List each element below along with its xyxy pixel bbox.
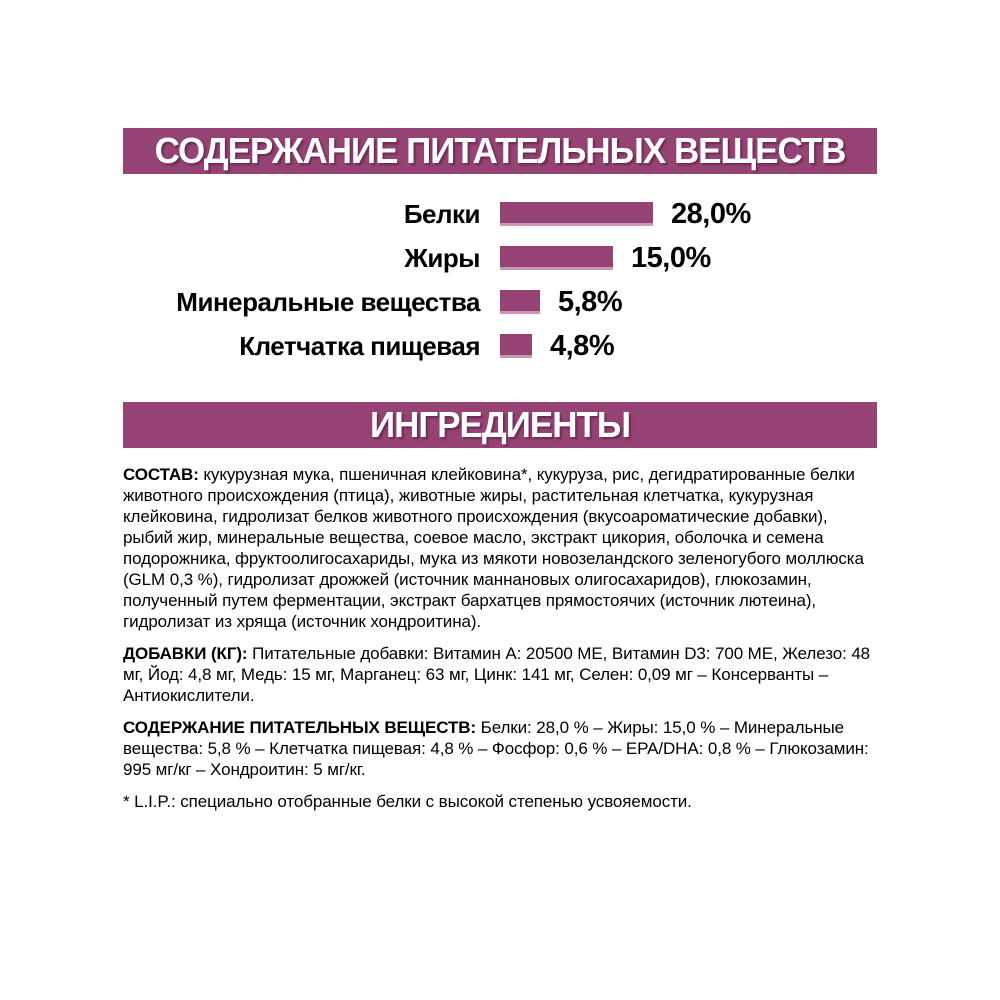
chart-value-minerals: 5,8%	[558, 285, 623, 318]
chart-label-proteins: Белки	[403, 198, 480, 229]
chart-row-fiber	[123, 324, 877, 368]
composition-text: кукурузная мука, пшеничная клейковина*, кукуруза, рис, дегидратированные белки животного происхождения (птица), животные жиры, растительная клетчатка, кукурузная клейковина, гидролизат белков животного происхождения (вкусоароматические добавки), рыбий жир, минеральные вещества, соевое масло, экстракт цикория, оболочка и семена подорожника, фруктоолигосахариды, мука из мякоти новозеландского зеленогубого моллюска (GLM 0,3 %), гидролизат дрожжей (источник маннановых олигосахаридов), глюкозамин, полученный путем ферментации, экстракт бархатцев прямостоячих (источник лютеина), гидролизат из хряща (источник хондроитина).	[123, 465, 864, 631]
chart-value-proteins: 28,0%	[671, 197, 751, 230]
additives-label: ДОБАВКИ (КГ):	[123, 644, 248, 663]
bar-fiber	[500, 334, 532, 358]
analysis-text: Белки: 28,0 % – Жиры: 15,0 % – Минеральные вещества: 5,8 % – Клетчатка пищевая: 4,8 % – Фосфор: 0,6 % – EPA/DHA: 0,8 % – Глюкозамин: 995 мг/кг – Хондроитин: 5 мг/кг.	[123, 718, 869, 779]
bar-minerals	[500, 290, 540, 314]
chart-label-fats: Жиры	[404, 242, 480, 273]
chart-label-minerals: Минеральные вещества	[176, 286, 480, 317]
chart-row-proteins	[123, 192, 877, 236]
additives-text: Питательные добавки: Витамин A: 20500 МЕ, Витамин D3: 700 МЕ, Железо: 48 мг, Йод: 4,8 мг, Медь: 15 мг, Марганец: 63 мг, Цинк: 141 мг, Селен: 0,09 мг – Консерванты – Антиокислители.	[123, 644, 871, 705]
ingredients-body	[123, 464, 877, 823]
ingredients-banner	[123, 402, 877, 448]
nutrition-banner-title: СОДЕРЖАНИЕ ПИТАТЕЛЬНЫХ ВЕЩЕСТВ	[154, 130, 846, 171]
chart-row-minerals	[123, 280, 877, 324]
bar-proteins	[500, 202, 653, 226]
analysis-paragraph	[123, 717, 877, 780]
lip-footnote: * L.I.P.: специально отобранные белки с высокой степенью усвояемости.	[123, 792, 692, 811]
nutrition-banner	[123, 128, 877, 174]
chart-value-fats: 15,0%	[631, 241, 711, 274]
chart-label-fiber: Клетчатка пищевая	[239, 330, 480, 361]
ingredients-banner-title: ИНГРЕДИЕНТЫ	[369, 404, 631, 445]
composition-paragraph	[123, 464, 877, 632]
additives-paragraph	[123, 643, 877, 706]
nutrient-bar-chart	[123, 192, 877, 368]
analysis-label: СОДЕРЖАНИЕ ПИТАТЕЛЬНЫХ ВЕЩЕСТВ:	[123, 718, 477, 737]
bar-fats	[500, 246, 613, 270]
composition-label: СОСТАВ:	[123, 465, 199, 484]
chart-value-fiber: 4,8%	[550, 329, 615, 362]
chart-row-fats	[123, 236, 877, 280]
